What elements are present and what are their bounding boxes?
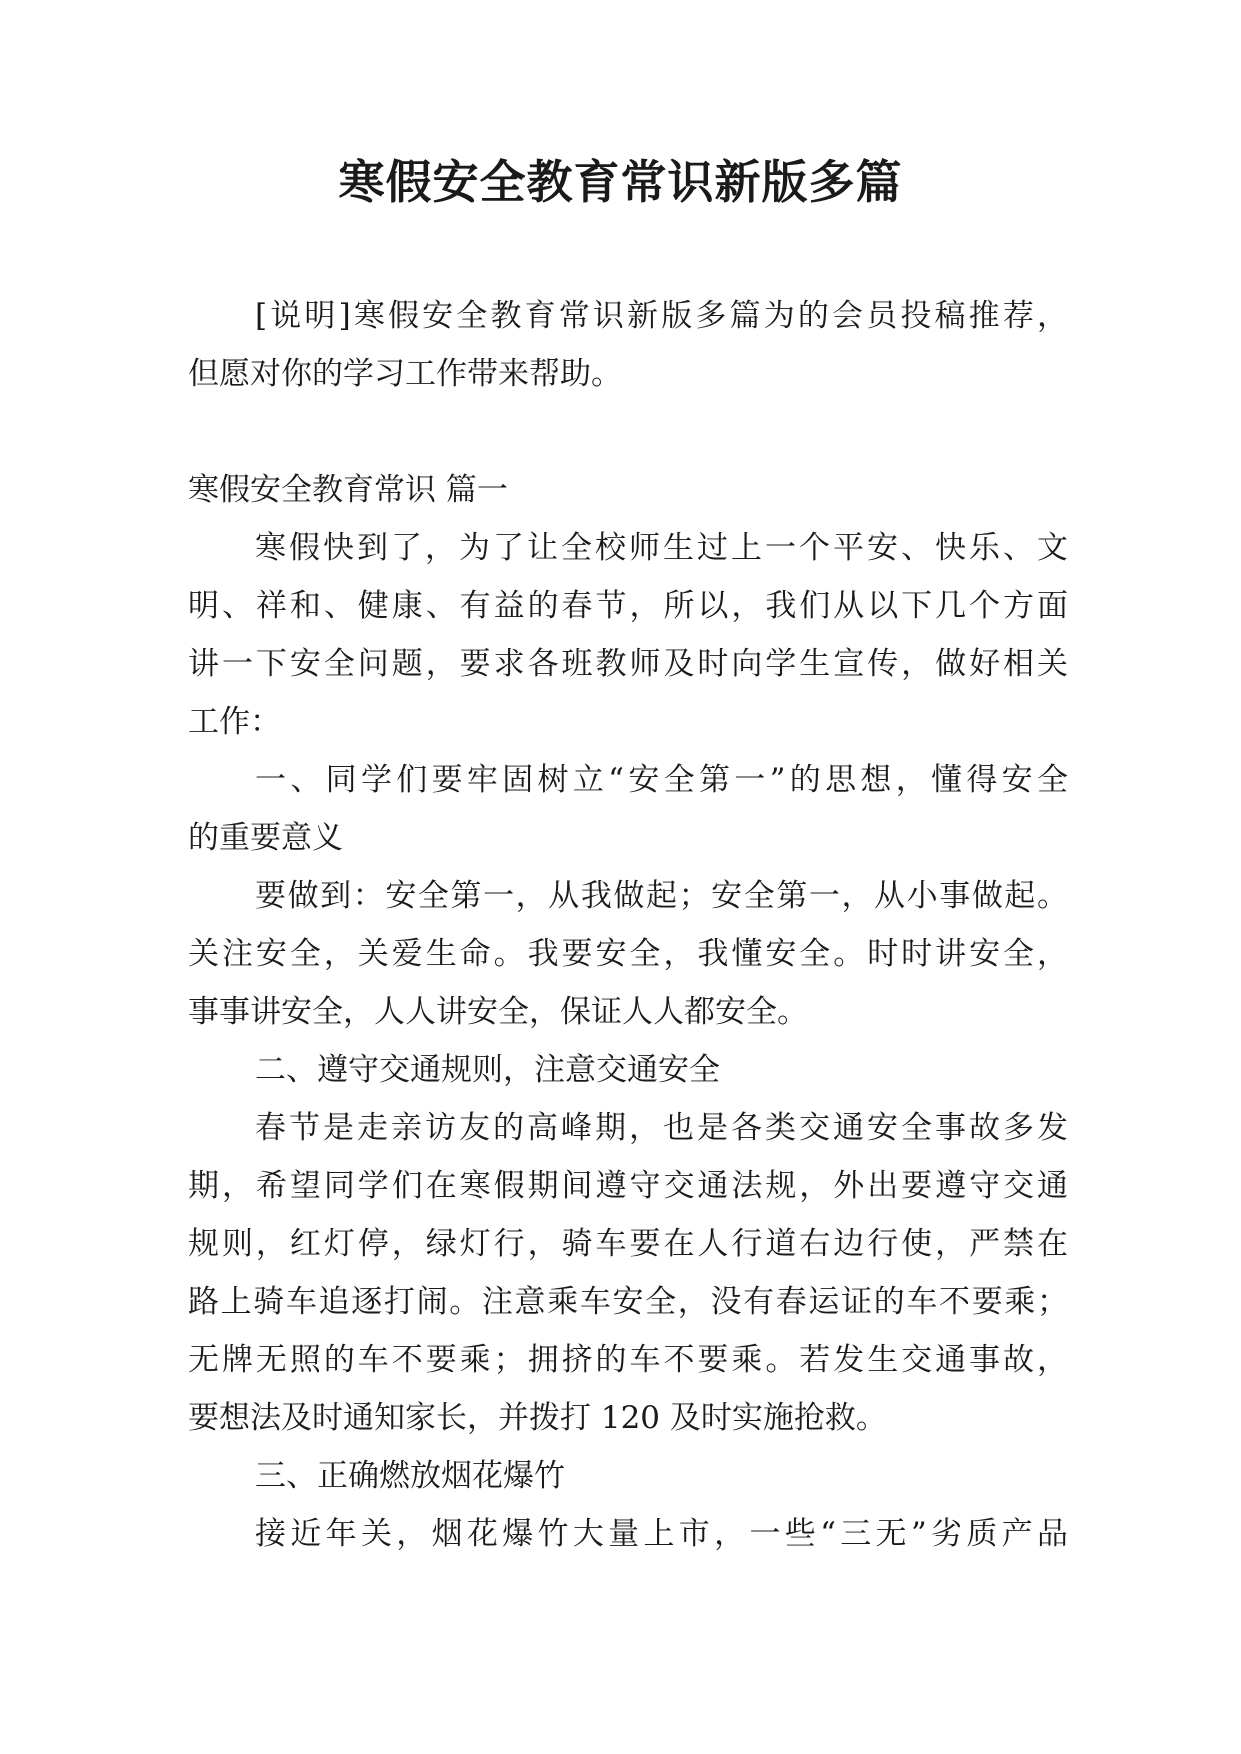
paragraph-line: 一、同学们要牢固树立“安全第一”的思想，懂得安全 — [255, 762, 1068, 798]
paragraph-line: 要做到：安全第一，从我做起；安全第一，从小事做起。 — [255, 878, 1068, 914]
paragraph-line: 明、祥和、健康、有益的春节，所以，我们从以下几个方面 — [188, 588, 1068, 624]
paragraph-line: 规则，红灯停，绿灯行，骑车要在人行道右边行使，严禁在 — [188, 1226, 1068, 1262]
paragraph-line: 讲一下安全问题，要求各班教师及时向学生宣传，做好相关 — [188, 646, 1068, 682]
section-heading: 寒假安全教育常识 篇一 — [188, 472, 508, 508]
paragraph-line: 的重要意义 — [188, 820, 343, 856]
paragraph-line: 工作： — [188, 704, 281, 740]
paragraph-line: 路上骑车追逐打闹。注意乘车安全，没有春运证的车不要乘； — [188, 1284, 1068, 1320]
subheading-line: 三、正确燃放烟花爆竹 — [255, 1458, 565, 1494]
paragraph-line: 要想法及时通知家长，并拨打 120 及时实施抢救。 — [188, 1400, 887, 1436]
paragraph-line: 接近年关，烟花爆竹大量上市，一些“三无”劣质产品 — [255, 1516, 1068, 1552]
paragraph-line: 关注安全，关爱生命。我要安全，我懂安全。时时讲安全， — [188, 936, 1068, 972]
intro-line-2: 但愿对你的学习工作带来帮助。 — [188, 356, 622, 392]
paragraph-line: 春节是走亲访友的高峰期，也是各类交通安全事故多发 — [255, 1110, 1068, 1146]
paragraph-line: 寒假快到了，为了让全校师生过上一个平安、快乐、文 — [255, 530, 1068, 566]
paragraph-line: 无牌无照的车不要乘；拥挤的车不要乘。若发生交通事故， — [188, 1342, 1068, 1378]
document-title: 寒假安全教育常识新版多篇 — [338, 155, 903, 209]
paragraph-line: 期，希望同学们在寒假期间遵守交通法规，外出要遵守交通 — [188, 1168, 1068, 1204]
paragraph-line: 事事讲安全，人人讲安全，保证人人都安全。 — [188, 994, 808, 1030]
intro-line-1: [说明]寒假安全教育常识新版多篇为的会员投稿推荐， — [255, 298, 1068, 334]
subheading-line: 二、遵守交通规则，注意交通安全 — [255, 1052, 720, 1088]
